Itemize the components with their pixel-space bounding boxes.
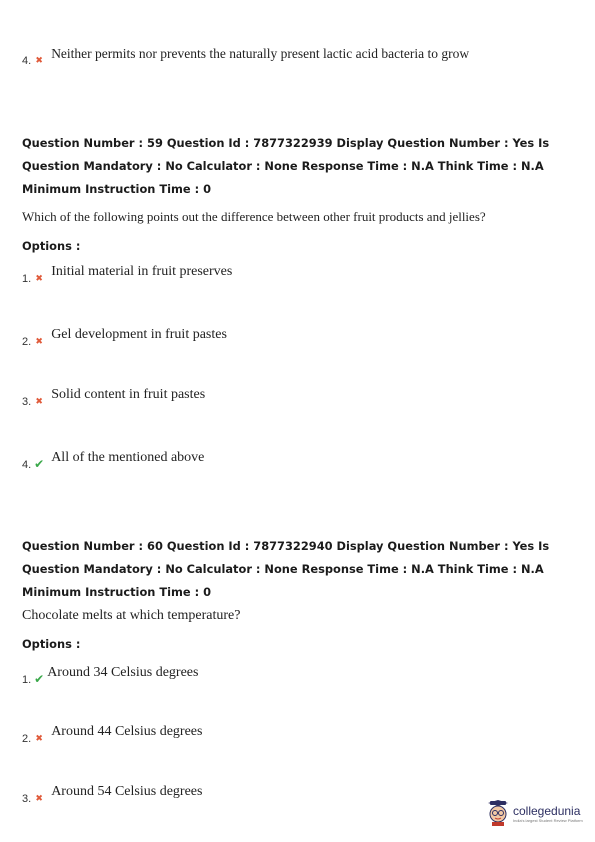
check-icon: ✔: [34, 672, 45, 686]
option-text: Around 54 Celsius degrees: [51, 784, 203, 799]
q59-option-2: [22, 327, 227, 348]
q59-option-1: [22, 264, 232, 285]
logo-tagline: India's largest Student Review Platform: [513, 817, 583, 823]
cross-icon: ✖: [35, 273, 43, 283]
option-number: 4.: [22, 55, 32, 67]
option-number: 2.: [22, 336, 32, 348]
check-icon: ✔: [34, 457, 45, 471]
option-text: Solid content in fruit pastes: [51, 387, 206, 402]
question-60-text: Chocolate melts at which temperature?: [22, 608, 241, 623]
option-number: 3.: [22, 793, 32, 805]
q59-option-3: [22, 387, 205, 408]
options-label: Options :: [22, 239, 81, 253]
cross-icon: ✖: [35, 793, 43, 803]
cross-icon: ✖: [35, 733, 43, 743]
option-text: Around 34 Celsius degrees: [47, 665, 199, 680]
option-number: 2.: [22, 733, 32, 745]
cross-icon: ✖: [35, 55, 43, 65]
option-text: Gel development in fruit pastes: [51, 327, 227, 342]
q60-option-2: [22, 724, 202, 745]
option-number: 1.: [22, 674, 32, 686]
q60-option-1: [22, 665, 198, 686]
cross-icon: ✖: [35, 396, 43, 406]
logo-name: collegedunia: [513, 803, 581, 818]
option-text: All of the mentioned above: [51, 450, 205, 465]
collegedunia-logo: [487, 800, 583, 826]
q59-option-4: [22, 450, 204, 471]
q60-option-3: [22, 784, 202, 805]
prev-option-4: [22, 46, 469, 67]
question-59-text: Which of the following points out the difference between other fruit products and jellies?: [22, 209, 486, 224]
option-number: 4.: [22, 459, 32, 471]
option-text: Neither permits nor prevents the naturally present lactic acid bacteria to grow: [51, 46, 470, 61]
question-60-header: Question Number : 60 Question Id : 7877322940 Display Question Number : Yes Is Question Mandatory : No Calculator : None Response Time : N.A Think Time : N.A Minimum Instruction Time : 0: [22, 539, 550, 599]
question-59-header: Question Number : 59 Question Id : 7877322939 Display Question Number : Yes Is Question Mandatory : No Calculator : None Response Time : N.A Think Time : N.A Minimum Instruction Time : 0: [22, 136, 550, 196]
options-label: Options :: [22, 637, 81, 651]
option-text: Initial material in fruit preserves: [51, 264, 233, 279]
option-number: 1.: [22, 273, 32, 285]
mascot-icon: [487, 800, 509, 826]
option-number: 3.: [22, 396, 32, 408]
cross-icon: ✖: [35, 336, 43, 346]
option-text: Around 44 Celsius degrees: [51, 724, 203, 739]
